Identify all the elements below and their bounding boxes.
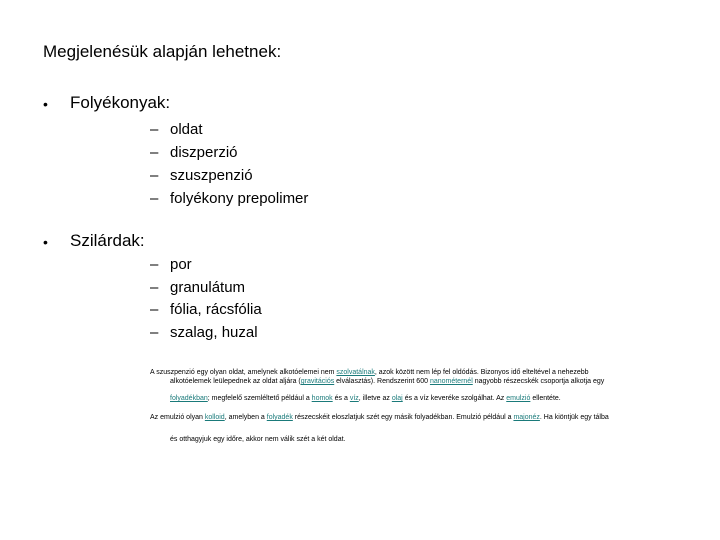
list-item: granulátum bbox=[170, 279, 246, 296]
dash-icon: – bbox=[150, 324, 159, 341]
link-nanometernel[interactable]: nanométernél bbox=[429, 378, 473, 385]
list-item: szalag, huzal bbox=[170, 324, 258, 341]
list-item: diszperzió bbox=[170, 144, 238, 161]
list-item: folyékony prepolimer bbox=[170, 190, 309, 207]
bullet-icon: • bbox=[43, 96, 48, 112]
link-kolloid[interactable]: kolloid bbox=[204, 414, 225, 421]
dash-icon: – bbox=[150, 121, 159, 138]
dash-icon: – bbox=[150, 167, 159, 184]
bullet-icon: • bbox=[43, 234, 48, 250]
note-paragraph-1-line-1: A szuszpenzió egy olyan oldat, amelynek alkotóelemei nem szolvatálnak, azok között nem lép fel oldódás. Bizonyos idő elteltével a nehezebb bbox=[150, 369, 589, 376]
list-item: oldat bbox=[170, 121, 203, 138]
page-title: Megjelenésük alapján lehetnek: bbox=[43, 42, 282, 61]
link-majonez[interactable]: majonéz bbox=[513, 414, 540, 421]
list-item: por bbox=[170, 256, 192, 273]
list-item: fólia, rácsfólia bbox=[170, 301, 262, 318]
dash-icon: – bbox=[150, 144, 159, 161]
link-olaj[interactable]: olaj bbox=[391, 395, 403, 402]
dash-icon: – bbox=[150, 279, 159, 296]
section-heading-liquid: Folyékonyak: bbox=[70, 93, 171, 112]
link-emulzio[interactable]: emulzió bbox=[506, 395, 531, 402]
link-folyadek[interactable]: folyadék bbox=[266, 414, 293, 421]
note-paragraph-1-line-2: alkotóelemek leülepednek az oldat aljára (gravitációs elválasztás). Rendszerint 600 nanométernél nagyobb részecskék csoportja alkotja egy bbox=[170, 378, 605, 385]
section-heading-solid: Szilárdak: bbox=[70, 231, 145, 250]
link-homok[interactable]: homok bbox=[311, 395, 333, 402]
link-viz[interactable]: víz bbox=[349, 395, 359, 402]
note-paragraph-2-line-2: és otthagyjuk egy időre, akkor nem válik szét a két oldat. bbox=[170, 436, 346, 443]
link-gravitacios[interactable]: gravitációs bbox=[300, 378, 335, 385]
dash-icon: – bbox=[150, 256, 159, 273]
list-item: szuszpenzió bbox=[170, 167, 253, 184]
dash-icon: – bbox=[150, 190, 159, 207]
dash-icon: – bbox=[150, 301, 159, 318]
link-folyadekban[interactable]: folyadékban bbox=[170, 395, 208, 402]
link-szolvatalnak[interactable]: szolvatálnak bbox=[336, 369, 375, 376]
note-paragraph-1-line-3: folyadékban; megfelelő szemléltető például a homok és a víz, illetve az olaj és a víz keveréke szolgálhat. Az emulzió ellentéte. bbox=[170, 395, 561, 402]
note-paragraph-2-line-1: Az emulzió olyan kolloid, amelyben a folyadék részecskéit eloszlatjuk szét egy másik folyadékban. Emulzió például a majonéz. Ha kiöntjük egy tálba bbox=[150, 414, 609, 421]
